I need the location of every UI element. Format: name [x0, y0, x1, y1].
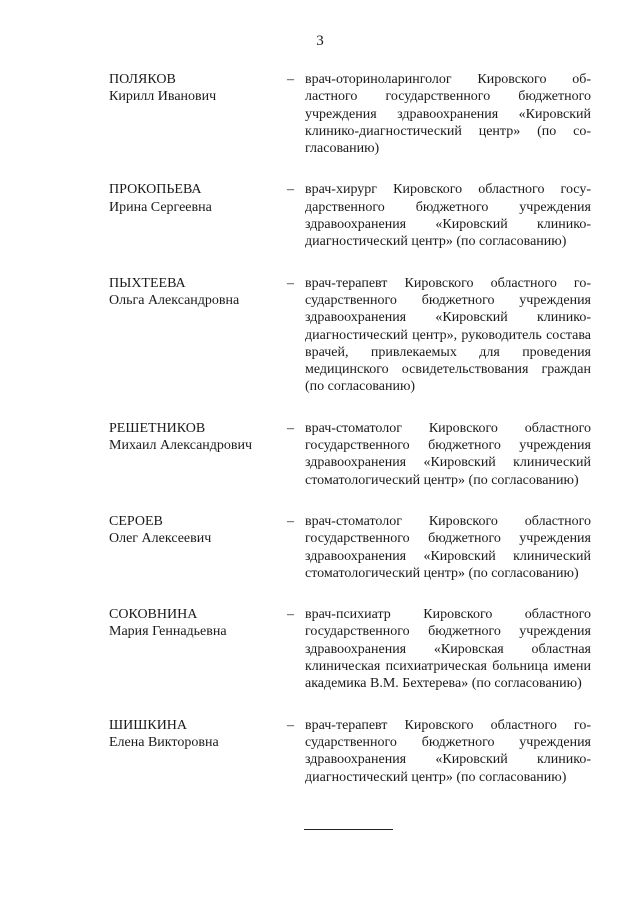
- given-name: Ольга Александровна: [109, 292, 240, 308]
- given-name: Олег Алексеевич: [109, 531, 212, 547]
- page-number: 3: [316, 33, 324, 49]
- dash-separator: –: [287, 420, 294, 436]
- given-name: Ирина Сергеевна: [109, 199, 212, 215]
- person-name: [109, 717, 287, 786]
- given-name: Елена Викторовна: [109, 734, 219, 750]
- person-name: [109, 606, 287, 692]
- surname: ШИШКИНА: [109, 717, 188, 733]
- list-item: [109, 71, 591, 157]
- position-description: врач-терапевт Кировского областного государственного бюджетного учреждения здравоохранения «Кировский клинико-диагностический центр» (по согласованию): [305, 717, 591, 785]
- given-name: Кирилл Иванович: [109, 89, 217, 105]
- position-description: врач-оториноларинголог Кировского областного государственного бюджетного учреждения здравоохранения «Кировский клинико-диагностический центр» (по согласованию): [305, 72, 591, 157]
- person-name: [109, 181, 287, 250]
- end-divider: [304, 829, 393, 830]
- person-name: [109, 513, 287, 582]
- position-description: врач-стоматолог Кировского областного государственного бюджетного учреждения здравоохранения «Кировский клинический стоматологический центр» (по согласованию): [305, 420, 591, 488]
- given-name: Михаил Александрович: [109, 438, 253, 454]
- list-item: [109, 420, 591, 489]
- surname: ПЫХТЕЕВА: [109, 275, 186, 291]
- surname: ПРОКОПЬЕВА: [109, 182, 202, 198]
- surname: РЕШЕТНИКОВ: [109, 420, 206, 436]
- dash-separator: –: [287, 275, 294, 291]
- surname: ПОЛЯКОВ: [109, 72, 176, 87]
- dash-separator: –: [287, 607, 294, 623]
- position-description: врач-психиатр Кировского областного государственного бюджетного учреждения здравоохранения «Кировская областная клиническая психиатрическая больница имени академика В.М. Бехтерева» (по согласованию): [305, 607, 591, 692]
- position-description: врач-хирург Кировского областного государственного бюджетного учреждения здравоохранения «Кировский клинико-диагностический центр» (по согласованию): [305, 182, 591, 250]
- position-description: врач-терапевт Кировского областного государственного бюджетного учреждения здравоохранения «Кировский клинико-диагностический центр», руководитель состава врачей, привлекаемых для проведения медицинского освидетельствования граждан (по согласованию): [305, 275, 591, 395]
- list-item: [109, 275, 591, 396]
- person-name: [109, 275, 287, 396]
- dash-separator: –: [287, 182, 294, 198]
- list-item: [109, 717, 591, 786]
- person-name: [109, 420, 287, 489]
- person-name: [109, 71, 287, 157]
- dash-separator: –: [287, 513, 294, 529]
- list-item: [109, 606, 591, 692]
- list-item: [109, 181, 591, 250]
- given-name: Мария Геннадьевна: [109, 624, 227, 640]
- dash-separator: –: [287, 72, 294, 87]
- dash-separator: –: [287, 717, 294, 733]
- surname: СОКОВНИНА: [109, 607, 198, 623]
- surname: СЕРОЕВ: [109, 513, 163, 529]
- list-item: [109, 513, 591, 582]
- member-list: [109, 71, 591, 810]
- position-description: врач-стоматолог Кировского областного государственного бюджетного учреждения здравоохранения «Кировский клинический стоматологический центр» (по согласованию): [305, 513, 591, 581]
